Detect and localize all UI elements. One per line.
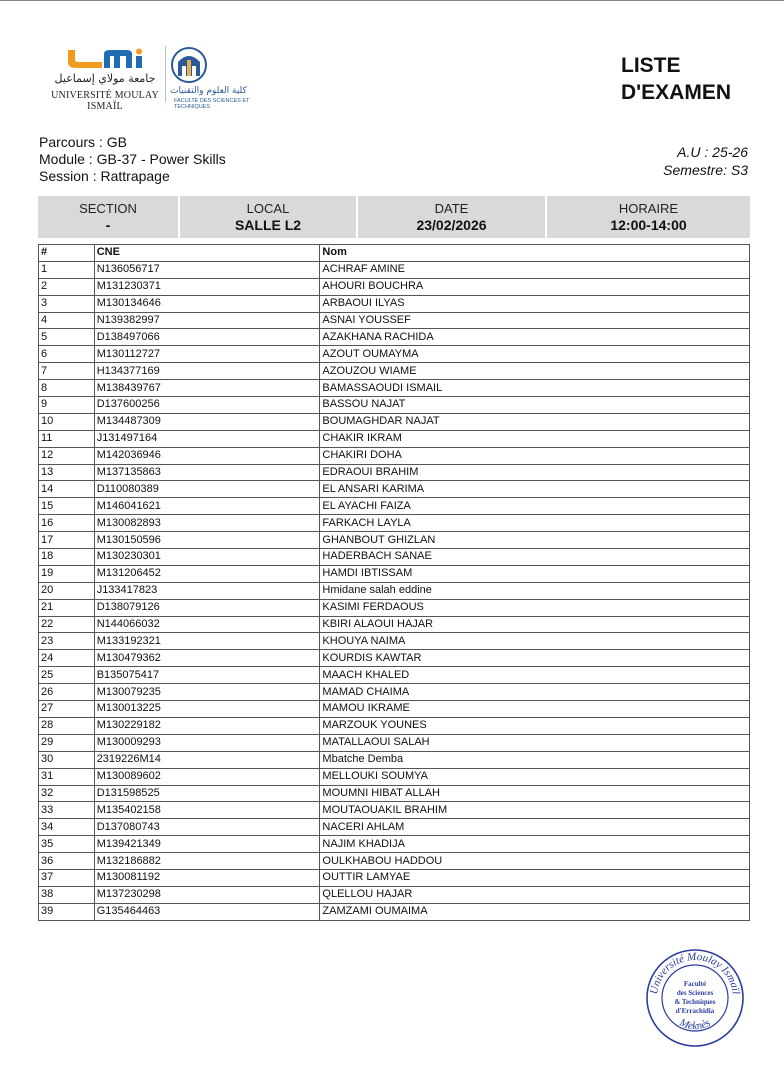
row-cne: M130013225 — [94, 701, 320, 718]
row-nom: MOUTAOUAKIL BRAHIM — [320, 802, 750, 819]
row-cne: M137230298 — [94, 886, 320, 903]
row-cne: M138439767 — [94, 380, 320, 397]
local-value: SALLE L2 — [234, 217, 302, 233]
row-cne: M130009293 — [94, 734, 320, 751]
faculty-stamp-seal — [645, 948, 745, 1048]
stamp-center-line: Faculté — [683, 980, 707, 988]
row-number: 34 — [39, 819, 95, 836]
table-row — [39, 582, 750, 599]
row-nom: MARZOUK YOUNES — [320, 717, 750, 734]
row-cne: M130089602 — [94, 768, 320, 785]
row-cne: M130229182 — [94, 717, 320, 734]
table-row — [39, 599, 750, 616]
table-row — [39, 380, 750, 397]
table-row — [39, 261, 750, 278]
row-number: 13 — [39, 464, 95, 481]
row-cne: M139421349 — [94, 836, 320, 853]
row-number: 18 — [39, 549, 95, 566]
exam-details-band — [38, 196, 750, 238]
row-cne: M130079235 — [94, 684, 320, 701]
row-nom: AHOURI BOUCHRA — [320, 278, 750, 295]
row-nom: QLELLOU HAJAR — [320, 886, 750, 903]
top-border-line — [0, 0, 784, 1]
table-row — [39, 819, 750, 836]
row-nom: MAACH KHALED — [320, 667, 750, 684]
local-label: LOCAL — [246, 201, 290, 216]
table-row — [39, 802, 750, 819]
row-cne: B135075417 — [94, 667, 320, 684]
table-row — [39, 413, 750, 430]
table-row — [39, 768, 750, 785]
row-number: 12 — [39, 447, 95, 464]
row-number: 6 — [39, 346, 95, 363]
row-number: 8 — [39, 380, 95, 397]
row-number: 20 — [39, 582, 95, 599]
row-cne: N136056717 — [94, 261, 320, 278]
row-number: 14 — [39, 481, 95, 498]
page-title — [621, 52, 731, 106]
semester-text: Semestre: S3 — [663, 162, 748, 178]
umi-logo-mark-icon — [66, 48, 146, 70]
row-nom: KBIRI ALAOUI HAJAR — [320, 616, 750, 633]
local-cell — [180, 196, 358, 238]
row-cne: G135464463 — [94, 903, 320, 920]
row-nom: EL ANSARI KARIMA — [320, 481, 750, 498]
table-row — [39, 363, 750, 380]
stamp-ring-text: Université Moulay Ismaïl — [648, 950, 742, 996]
horaire-value: 12:00-14:00 — [610, 217, 687, 233]
row-number: 1 — [39, 261, 95, 278]
header-nom: Nom — [320, 245, 750, 262]
row-cne: M131206452 — [94, 565, 320, 582]
row-number: 29 — [39, 734, 95, 751]
row-nom: BASSOU NAJAT — [320, 397, 750, 414]
table-row — [39, 903, 750, 920]
row-nom: EDRAOUI BRAHIM — [320, 464, 750, 481]
row-number: 27 — [39, 701, 95, 718]
row-nom: CHAKIR IKRAM — [320, 430, 750, 447]
table-row — [39, 785, 750, 802]
section-value: - — [105, 217, 111, 233]
row-nom: AZOUZOU WIAME — [320, 363, 750, 380]
row-nom: KOURDIS KAWTAR — [320, 650, 750, 667]
row-number: 26 — [39, 684, 95, 701]
table-row — [39, 295, 750, 312]
row-cne: M137135863 — [94, 464, 320, 481]
table-row — [39, 667, 750, 684]
row-nom: EL AYACHI FAIZA — [320, 498, 750, 515]
row-nom: BAMASSAOUDI ISMAIL — [320, 380, 750, 397]
row-cne: M131230371 — [94, 278, 320, 295]
table-row — [39, 498, 750, 515]
row-number: 36 — [39, 853, 95, 870]
table-row — [39, 278, 750, 295]
table-row — [39, 650, 750, 667]
row-nom: OUTTIR LAMYAE — [320, 869, 750, 886]
table-row — [39, 565, 750, 582]
table-row — [39, 515, 750, 532]
row-number: 22 — [39, 616, 95, 633]
row-number: 25 — [39, 667, 95, 684]
table-row — [39, 701, 750, 718]
row-cne: N144066032 — [94, 616, 320, 633]
row-number: 31 — [39, 768, 95, 785]
row-number: 19 — [39, 565, 95, 582]
row-nom: Hmidane salah eddine — [320, 582, 750, 599]
row-number: 16 — [39, 515, 95, 532]
faculty-logo — [170, 44, 270, 110]
row-number: 4 — [39, 312, 95, 329]
table-row — [39, 616, 750, 633]
logo-separator — [165, 46, 166, 102]
table-row — [39, 430, 750, 447]
row-nom: KHOUYA NAIMA — [320, 633, 750, 650]
table-row — [39, 481, 750, 498]
row-cne: D138079126 — [94, 599, 320, 616]
row-nom: NAJIM KHADIJA — [320, 836, 750, 853]
row-cne: M132186882 — [94, 853, 320, 870]
row-nom: ZAMZAMI OUMAIMA — [320, 903, 750, 920]
stamp-center-line: & Techniques — [674, 998, 716, 1006]
row-nom: ACHRAF AMINE — [320, 261, 750, 278]
row-number: 39 — [39, 903, 95, 920]
row-nom: KASIMI FERDAOUS — [320, 599, 750, 616]
table-row — [39, 346, 750, 363]
table-row — [39, 549, 750, 566]
session-text: Session : Rattrapage — [39, 168, 170, 184]
row-nom: MAMOU IKRAME — [320, 701, 750, 718]
row-nom: CHAKIRI DOHA — [320, 447, 750, 464]
stamp-bottom-text: Meknès — [677, 1016, 713, 1033]
header-cne: CNE — [94, 245, 320, 262]
row-nom: AZOUT OUMAYMA — [320, 346, 750, 363]
row-number: 24 — [39, 650, 95, 667]
row-cne: M130230301 — [94, 549, 320, 566]
table-row — [39, 886, 750, 903]
row-nom: ARBAOUI ILYAS — [320, 295, 750, 312]
row-number: 28 — [39, 717, 95, 734]
table-row — [39, 853, 750, 870]
table-row — [39, 751, 750, 768]
row-nom: ASNAI YOUSSEF — [320, 312, 750, 329]
row-nom: Mbatche Demba — [320, 751, 750, 768]
academic-meta — [663, 143, 748, 179]
row-cne: D138497066 — [94, 329, 320, 346]
title-line-1: LISTE — [621, 54, 681, 77]
faculty-emblem-icon — [170, 46, 208, 84]
stamp-center-line: des Sciences — [676, 989, 714, 997]
title-line-2: D'EXAMEN — [621, 81, 732, 104]
faculty-name-french: FACULTÉ DES SCIENCES ET TECHNIQUES — [174, 98, 250, 110]
section-cell — [38, 196, 180, 238]
row-number: 32 — [39, 785, 95, 802]
university-name-french: UNIVERSITÉ MOULAY ISMAÏL — [51, 90, 159, 112]
table-row — [39, 329, 750, 346]
row-cne: M130479362 — [94, 650, 320, 667]
table-row — [39, 734, 750, 751]
table-row — [39, 684, 750, 701]
row-cne: M135402158 — [94, 802, 320, 819]
table-row — [39, 633, 750, 650]
svg-text:Meknès — [677, 1016, 713, 1032]
row-cne: D137600256 — [94, 397, 320, 414]
row-cne: M133192321 — [94, 633, 320, 650]
row-nom: NACERI AHLAM — [320, 819, 750, 836]
row-cne: J131497164 — [94, 430, 320, 447]
row-number: 7 — [39, 363, 95, 380]
row-nom: MOUMNI HIBAT ALLAH — [320, 785, 750, 802]
row-cne: M130134646 — [94, 295, 320, 312]
section-label: SECTION — [79, 201, 137, 216]
header-number: # — [39, 245, 95, 262]
table-row — [39, 464, 750, 481]
row-number: 38 — [39, 886, 95, 903]
table-row — [39, 532, 750, 549]
stamp-center-line: d'Errachidia — [675, 1007, 715, 1015]
row-nom: MELLOUKI SOUMYA — [320, 768, 750, 785]
row-cne: H134377169 — [94, 363, 320, 380]
faculty-name-arabic: كلية العلوم والتقنيات — [170, 86, 247, 96]
table-row — [39, 447, 750, 464]
table-row — [39, 869, 750, 886]
student-roster-table — [38, 244, 750, 921]
row-cne: 2319226M14 — [94, 751, 320, 768]
university-logo — [50, 46, 160, 112]
row-number: 11 — [39, 430, 95, 447]
row-nom: FARKACH LAYLA — [320, 515, 750, 532]
row-cne: M130082893 — [94, 515, 320, 532]
row-number: 2 — [39, 278, 95, 295]
row-number: 21 — [39, 599, 95, 616]
row-number: 10 — [39, 413, 95, 430]
date-value: 23/02/2026 — [416, 217, 487, 233]
row-number: 17 — [39, 532, 95, 549]
academic-year-text: A.U : 25-26 — [677, 144, 748, 160]
horaire-cell — [547, 196, 750, 238]
horaire-label: HORAIRE — [618, 201, 679, 216]
row-nom: BOUMAGHDAR NAJAT — [320, 413, 750, 430]
row-cne: M146041621 — [94, 498, 320, 515]
row-cne: D110080389 — [94, 481, 320, 498]
university-name-arabic: جامعة مولاي إسماعيل — [54, 72, 156, 85]
row-number: 37 — [39, 869, 95, 886]
date-label: DATE — [434, 201, 469, 216]
row-cne: J133417823 — [94, 582, 320, 599]
row-nom: OULKHABOU HADDOU — [320, 853, 750, 870]
row-number: 35 — [39, 836, 95, 853]
table-row — [39, 397, 750, 414]
row-cne: M130150596 — [94, 532, 320, 549]
row-nom: AZAKHANA RACHIDA — [320, 329, 750, 346]
row-number: 15 — [39, 498, 95, 515]
row-cne: M130112727 — [94, 346, 320, 363]
row-number: 9 — [39, 397, 95, 414]
row-number: 3 — [39, 295, 95, 312]
row-cne: D131598525 — [94, 785, 320, 802]
row-cne: M130081192 — [94, 869, 320, 886]
row-nom: MAMAD CHAIMA — [320, 684, 750, 701]
row-cne: M142036946 — [94, 447, 320, 464]
exam-info — [39, 134, 226, 185]
table-row — [39, 312, 750, 329]
row-nom: GHANBOUT GHIZLAN — [320, 532, 750, 549]
table-row — [39, 717, 750, 734]
row-nom: HAMDI IBTISSAM — [320, 565, 750, 582]
row-cne: D137080743 — [94, 819, 320, 836]
row-number: 30 — [39, 751, 95, 768]
row-nom: MATALLAOUI SALAH — [320, 734, 750, 751]
table-row — [39, 836, 750, 853]
row-number: 5 — [39, 329, 95, 346]
row-nom: HADERBACH SANAE — [320, 549, 750, 566]
row-number: 23 — [39, 633, 95, 650]
module-text: Module : GB-37 - Power Skills — [39, 151, 226, 167]
date-cell — [358, 196, 547, 238]
row-cne: N139382997 — [94, 312, 320, 329]
parcours-text: Parcours : GB — [39, 134, 127, 150]
table-header-row — [39, 245, 750, 262]
row-cne: M134487309 — [94, 413, 320, 430]
row-number: 33 — [39, 802, 95, 819]
